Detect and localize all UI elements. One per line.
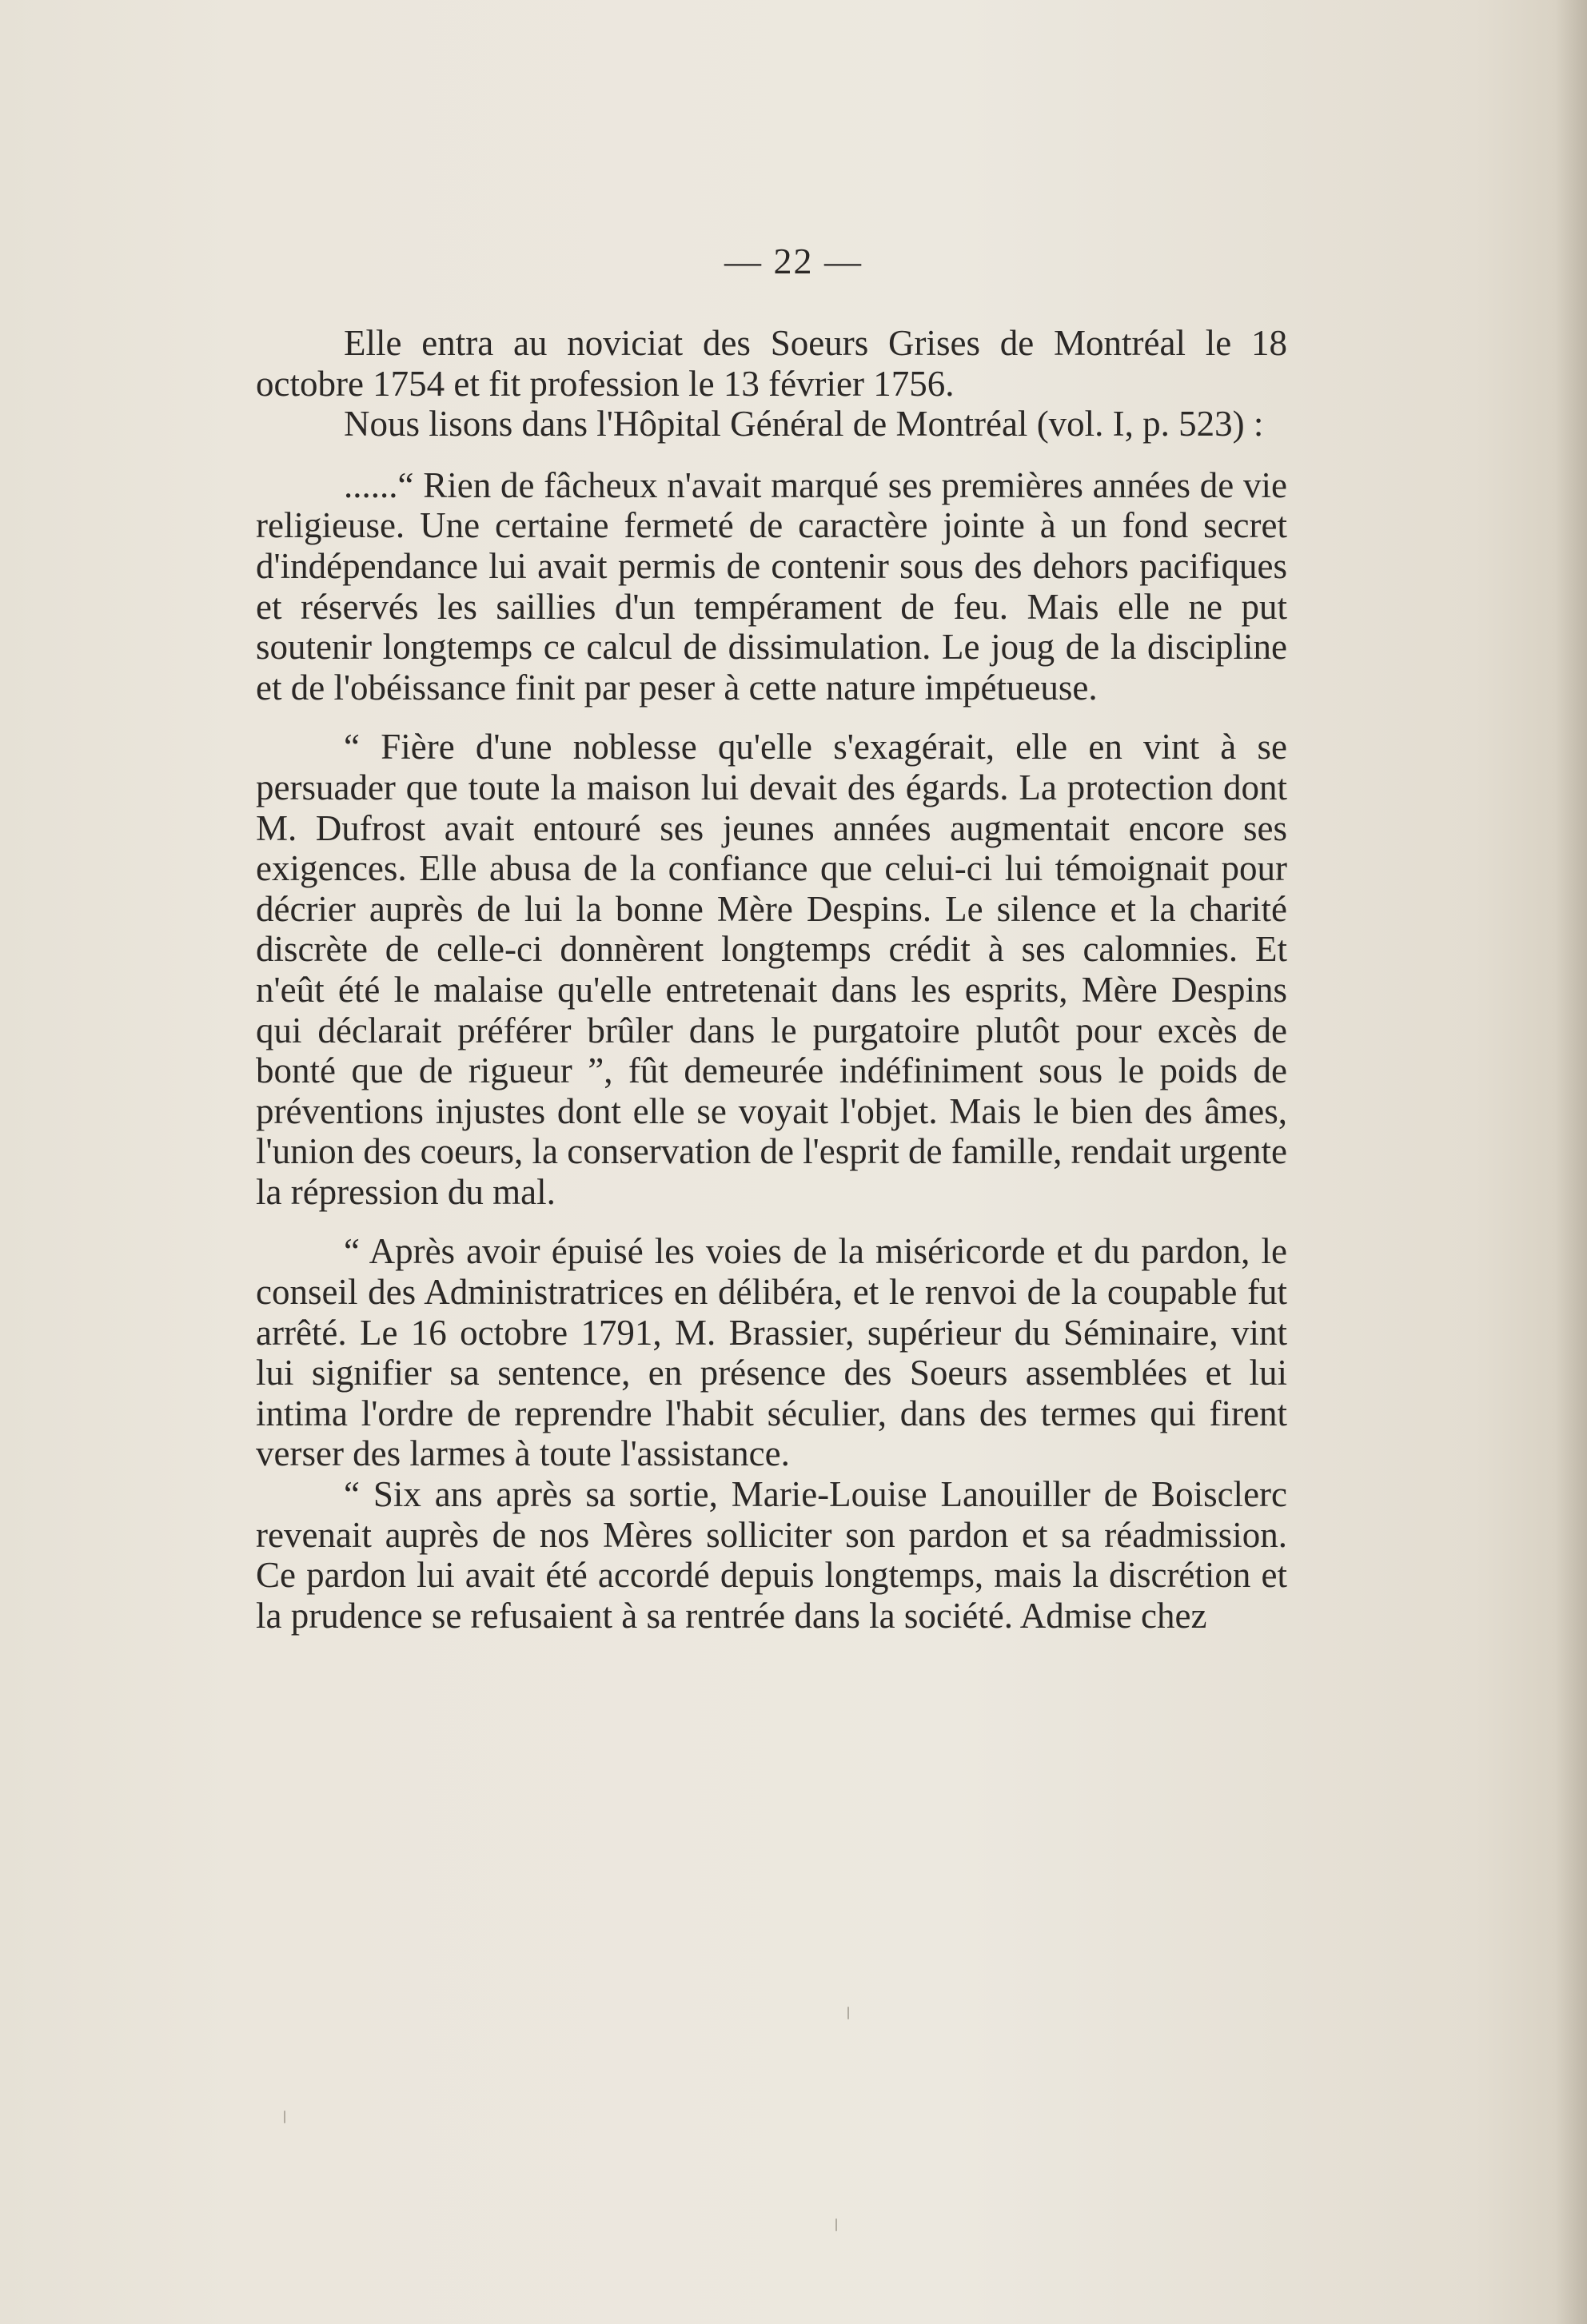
paper-speck bbox=[847, 2007, 849, 2019]
quote-paragraph: “ Fière d'une noblesse qu'elle s'exagérait, elle en vint à se persuader que toute la maison lui devait des égards. La protection dont M. Dufrost avait entouré ses jeunes années augmentait encore ses exigences. Elle abusa de la confiance que celui-ci lui témoignait pour décrier auprès de lui la bonne Mère Despins. Le silence et la charité discrète de celle-ci donnèrent longtemps crédit à ses calomnies. Et n'eût été le malaise qu'elle entretenait dans les esprits, Mère Despins qui déclarait préférer brûler dans le purgatoire plutôt pour excès de bonté que de rigueur ”, fût demeurée indéfiniment sous le poids de préventions injustes dont elle se voyait l'objet. Mais le bien des âmes, l'union des coeurs, la conservation de l'esprit de famille, rendait urgente la répression du mal. bbox=[256, 727, 1287, 1212]
body-text bbox=[256, 323, 1287, 1636]
quote-paragraph: “ Après avoir épuisé les voies de la miséricorde et du pardon, le conseil des Administratrices en délibéra, et le renvoi de la coupable fut arrêté. Le 16 octobre 1791, M. Brassier, supérieur du Séminaire, vint lui signifier sa sentence, en présence des Soeurs assemblées et lui intima l'ordre de reprendre l'habit séculier, dans des termes qui firent verser des larmes à toute l'assistance. bbox=[256, 1231, 1287, 1474]
paragraph: Nous lisons dans l'Hôpital Général de Montréal (vol. I, p. 523) : bbox=[344, 404, 1264, 444]
page-number: — 22 — bbox=[724, 241, 863, 281]
quote-paragraph: “ Six ans après sa sortie, Marie-Louise Lanouiller de Boisclerc revenait auprès de nos Mères solliciter son pardon et sa réadmission. Ce pardon lui avait été accordé depuis longtemps, mais la discrétion et la prudence se refusaient à sa rentrée dans la société. Admise chez bbox=[256, 1474, 1287, 1636]
paragraph: Elle entra au noviciat des Soeurs Grises de Montréal le 18 octobre 1754 et fit profession le 13 février 1756. bbox=[256, 323, 1287, 404]
paper-speck bbox=[835, 2218, 837, 2231]
page-edge-shadow bbox=[1555, 0, 1587, 2324]
paper-speck bbox=[284, 2111, 285, 2123]
quote-paragraph: ......“ Rien de fâcheux n'avait marqué ses premières années de vie religieuse. Une certaine fermeté de caractère jointe à un fond secret d'indépendance lui avait permis de contenir sous des dehors pacifiques et réservés les saillies d'un tempérament de feu. Mais elle ne put soutenir longtemps ce calcul de dissimulation. Le joug de la discipline et de l'obéissance finit par peser à cette nature impétueuse. bbox=[256, 464, 1287, 708]
